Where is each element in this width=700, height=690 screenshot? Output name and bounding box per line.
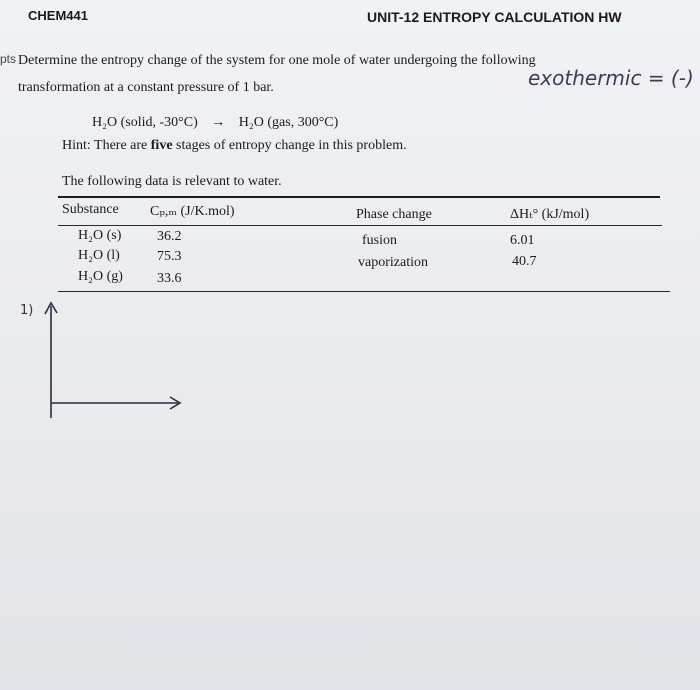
worksheet-title: UNIT-12 ENTROPY CALCULATION HW xyxy=(367,9,622,25)
handwritten-note: exothermic = (-) xyxy=(528,66,694,90)
course-code: CHEM441 xyxy=(28,8,88,23)
hint-emphasis: five xyxy=(150,138,173,153)
table-header-rule xyxy=(58,225,662,226)
reaction-reactant: H₂O (solid, -30°C) xyxy=(92,115,198,130)
row-1-heat-capacity: 36.2 xyxy=(157,229,182,244)
hint-suffix: stages of entropy change in this problem. xyxy=(172,138,407,153)
data-intro: The following data is relevant to water. xyxy=(62,174,282,189)
row-1-enthalpy: 6.01 xyxy=(510,233,535,248)
hand-drawn-axes xyxy=(30,290,200,420)
header-substance: Substance xyxy=(62,202,119,217)
header-phase-change: Phase change xyxy=(356,207,432,222)
row-2-phase-change: vaporization xyxy=(358,255,428,270)
row-1-phase-change: fusion xyxy=(362,233,397,248)
header-enthalpy: ΔHₜ° (kJ/mol) xyxy=(510,207,590,222)
table-top-rule xyxy=(58,196,660,198)
row-2-substance: H₂O (l) xyxy=(78,248,120,263)
row-3-substance: H₂O (g) xyxy=(78,269,123,284)
row-2-enthalpy: 40.7 xyxy=(512,254,537,269)
header-heat-capacity: Cₚ,ₘ (J/K.mol) xyxy=(150,204,235,219)
answer-label: 1) xyxy=(20,303,34,318)
problem-line-1: Determine the entropy change of the system for one mole of water undergoing the following xyxy=(18,53,536,68)
row-3-heat-capacity: 33.6 xyxy=(157,271,182,286)
row-1-substance: H₂O (s) xyxy=(78,228,122,243)
hint-prefix: Hint: There are xyxy=(62,138,151,153)
row-2-heat-capacity: 75.3 xyxy=(157,249,182,264)
reaction-product: H₂O (gas, 300°C) xyxy=(238,115,339,130)
problem-line-2: transformation at a constant pressure of 1 bar. xyxy=(18,80,274,95)
reaction xyxy=(92,115,338,131)
reaction-arrow: → xyxy=(211,115,226,130)
points-note: pts xyxy=(0,52,17,66)
hint xyxy=(62,138,407,154)
